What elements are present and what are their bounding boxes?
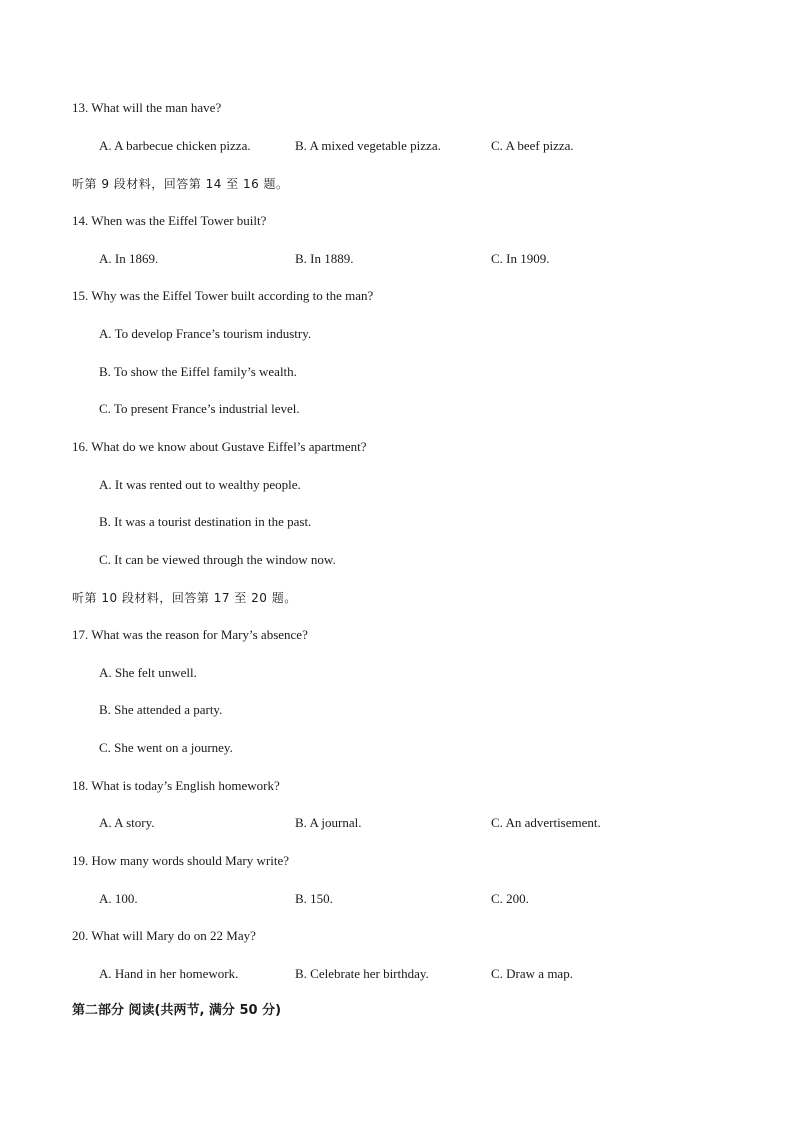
question-20-option-b: B. Celebrate her birthday. [295,966,429,981]
question-15-option-b: B. To show the Eiffel family’s wealth. [99,364,297,379]
question-19-option-c: C. 200. [491,891,529,906]
question-14-option-b: B. In 1889. [295,251,354,266]
question-14-option-c: C. In 1909. [491,251,550,266]
question-18-option-a: A. A story. [99,815,155,830]
question-16-option-b: B. It was a tourist destination in the past. [99,514,312,529]
question-13-option-a: A. A barbecue chicken pizza. [99,138,251,153]
question-19-option-b: B. 150. [295,891,333,906]
question-17-stem: 17. What was the reason for Mary’s absence? [72,627,308,642]
question-17-option-a: A. She felt unwell. [99,665,197,680]
question-13-stem: 13. What will the man have? [72,100,222,115]
question-17-option-b: B. She attended a party. [99,702,223,717]
question-20-option-a: A. Hand in her homework. [99,966,239,981]
section-heading: 第二部分 阅读(共两节, 满分 50 分) [72,1003,282,1018]
question-18-option-c: C. An advertisement. [491,815,601,830]
question-20-option-c: C. Draw a map. [491,966,573,981]
question-20-stem: 20. What will Mary do on 22 May? [72,928,256,943]
question-16-option-c: C. It can be viewed through the window now. [99,552,336,567]
instruction-passage-9: 听第 9 段材料，回答第 14 至 16 题。 [72,177,289,191]
question-15-option-a: A. To develop France’s tourism industry. [99,326,312,341]
question-19-option-a: A. 100. [99,891,138,906]
question-19-stem: 19. How many words should Mary write? [72,853,289,868]
question-14-option-a: A. In 1869. [99,251,159,266]
question-13-option-b: B. A mixed vegetable pizza. [295,138,441,153]
question-17-option-c: C. She went on a journey. [99,740,233,755]
question-15-option-c: C. To present France’s industrial level. [99,401,300,416]
question-15-stem: 15. Why was the Eiffel Tower built according to the man? [72,288,374,303]
question-13-option-c: C. A beef pizza. [491,138,574,153]
question-14-stem: 14. When was the Eiffel Tower built? [72,213,267,228]
question-16-option-a: A. It was rented out to wealthy people. [99,477,301,492]
question-18-option-b: B. A journal. [295,815,362,830]
question-16-stem: 16. What do we know about Gustave Eiffel’s apartment? [72,439,367,454]
question-18-stem: 18. What is today’s English homework? [72,778,280,793]
instruction-passage-10: 听第 10 段材料，回答第 17 至 20 题。 [72,591,297,605]
